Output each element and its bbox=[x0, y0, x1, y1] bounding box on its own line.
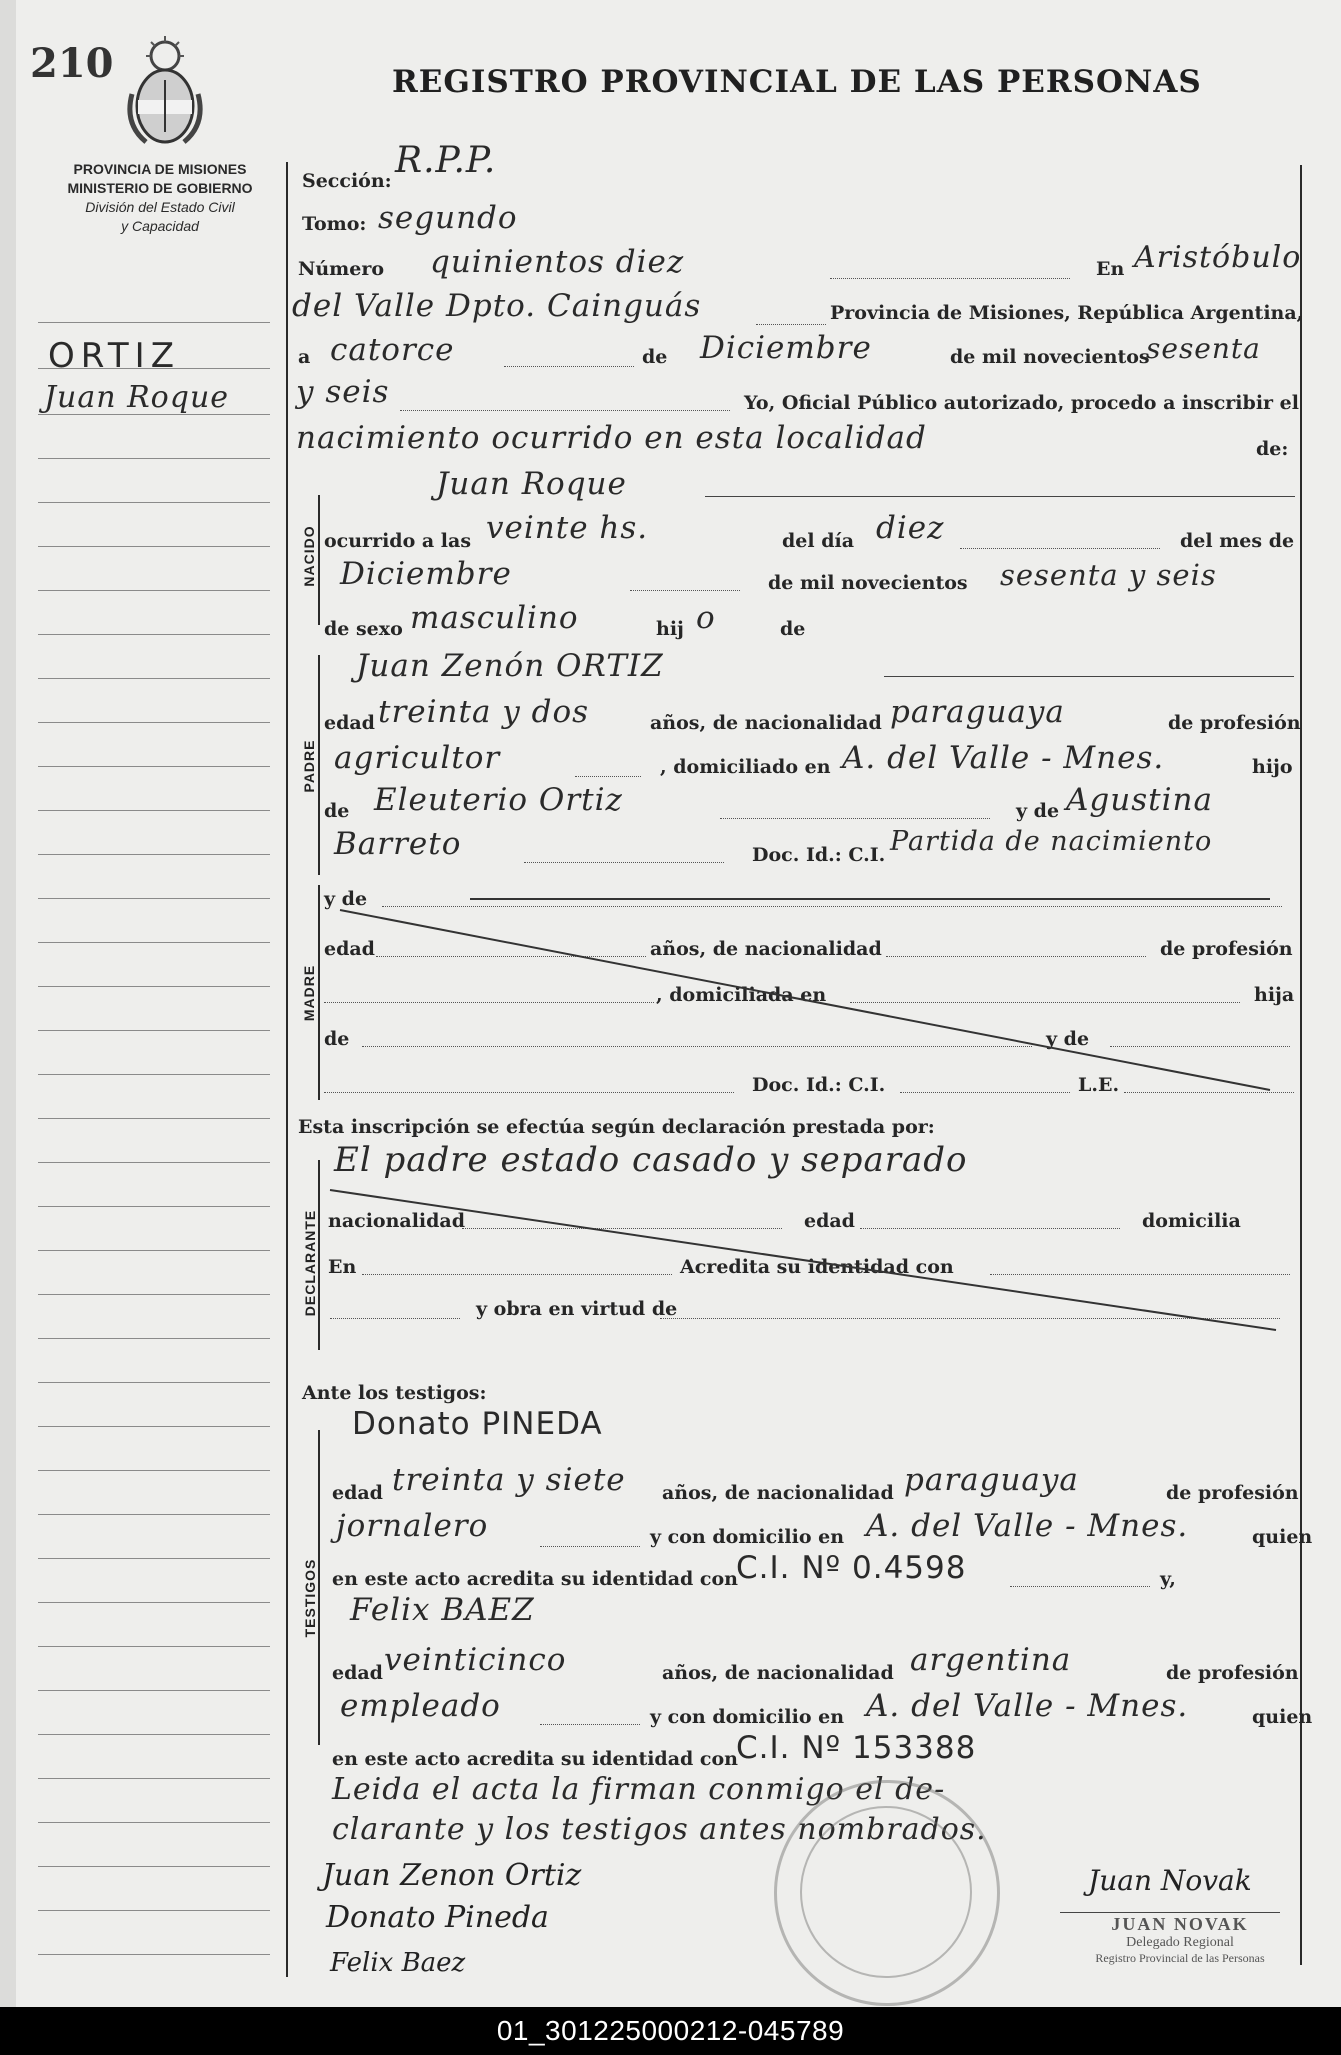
label-acredita: Acredita su identidad con bbox=[680, 1256, 954, 1278]
value-padre-doc: Partida de nacimiento bbox=[890, 826, 1213, 857]
value-tomo: segundo bbox=[378, 200, 518, 236]
value-mes: Diciembre bbox=[700, 330, 872, 366]
document-id-bar bbox=[0, 2007, 1341, 2055]
value-anio: sesenta bbox=[1146, 332, 1261, 365]
label-edad-testigo2: edad bbox=[332, 1662, 383, 1684]
label-quien-t2: quien bbox=[1252, 1706, 1313, 1728]
value-testigo1-domicilio: A. del Valle - Mnes. bbox=[866, 1508, 1189, 1544]
value-anio-nac: sesenta y seis bbox=[1000, 558, 1217, 592]
value-testigo2-profesion: empleado bbox=[340, 1688, 501, 1724]
signature-testigo2: Felix Baez bbox=[330, 1948, 466, 1978]
document-id: 01_301225000212-045789 bbox=[496, 2015, 845, 2046]
label-seccion: Sección: bbox=[302, 170, 392, 192]
value-testigo1-nombre: Donato PINEDA bbox=[352, 1406, 603, 1442]
frame-left-line bbox=[286, 162, 288, 1977]
testigos-bracket bbox=[318, 1430, 320, 1745]
label-y-de-abuela: y de bbox=[1046, 1028, 1090, 1050]
section-label-madre: MADRE bbox=[301, 964, 317, 1022]
value-padre-domicilio: A. del Valle - Mnes. bbox=[842, 740, 1165, 776]
ministry-line: y Capacidad bbox=[121, 218, 199, 234]
declarante-cancel-line bbox=[326, 1180, 1286, 1340]
signature-declarante: Juan Zenon Ortiz bbox=[322, 1858, 582, 1893]
value-padre-madre-apellido: Barreto bbox=[334, 826, 462, 862]
label-en-este-acto-t1: en este acto acredita su identidad con bbox=[332, 1568, 738, 1590]
madre-cancel-line bbox=[330, 900, 1280, 1100]
ministry-line: División del Estado Civil bbox=[85, 199, 235, 215]
closing-line-1: Leida el acta la firman conmigo el de- bbox=[332, 1772, 946, 1807]
label-profesion-padre: de profesión bbox=[1168, 712, 1301, 734]
label-con-domicilio-t2: y con domicilio en bbox=[650, 1706, 845, 1728]
value-numero: quinientos diez bbox=[430, 244, 685, 280]
label-hij: hij bbox=[656, 618, 684, 640]
label-ocurrido: ocurrido a las bbox=[324, 530, 472, 552]
value-padre-madre: Agustina bbox=[1066, 782, 1213, 818]
label-con-domicilio-t1: y con domicilio en bbox=[650, 1526, 845, 1548]
label-anios-nac-madre: años, de nacionalidad bbox=[650, 938, 882, 960]
label-profesion-testigo2: de profesión bbox=[1166, 1662, 1299, 1684]
value-en: Aristóbulo bbox=[1134, 240, 1302, 275]
value-padre-nacionalidad: paraguaya bbox=[890, 694, 1065, 730]
nacido-bracket bbox=[318, 495, 320, 625]
page-title: REGISTRO PROVINCIAL DE LAS PERSONAS bbox=[392, 64, 1202, 100]
margin-given-names: Juan Roque bbox=[44, 380, 230, 415]
label-del-dia: del día bbox=[782, 530, 855, 552]
label-a: a bbox=[298, 346, 311, 368]
value-testigo2-doc: C.I. Nº 153388 bbox=[736, 1730, 977, 1766]
value-dia: catorce bbox=[330, 332, 455, 368]
label-de-abuelo: de bbox=[324, 800, 350, 822]
label-obra: y obra en virtud de bbox=[476, 1298, 678, 1320]
label-anios-nac-testigo2: años, de nacionalidad bbox=[662, 1662, 894, 1684]
value-testigo2-nacionalidad: argentina bbox=[910, 1642, 1072, 1678]
label-en: En bbox=[1096, 258, 1125, 280]
value-mes-nac: Diciembre bbox=[340, 556, 512, 592]
value-testigo1-nacionalidad: paraguaya bbox=[904, 1462, 1079, 1498]
label-esta-inscripcion: Esta inscripción se efectúa según declaración prestada por: bbox=[298, 1116, 935, 1138]
value-seccion: R.P.P. bbox=[395, 140, 497, 181]
value-testigo1-edad: treinta y siete bbox=[392, 1462, 626, 1498]
label-le-madre: L.E. bbox=[1078, 1074, 1120, 1096]
label-edad-declarante: edad bbox=[804, 1210, 855, 1232]
label-doc-id-padre: Doc. Id.: C.I. bbox=[752, 844, 886, 866]
label-edad-padre: edad bbox=[324, 712, 375, 734]
label-numero: Número bbox=[298, 258, 385, 280]
label-de-madre: de bbox=[324, 1028, 350, 1050]
label-edad-madre: edad bbox=[324, 938, 375, 960]
label-nacionalidad: nacionalidad bbox=[328, 1210, 466, 1232]
value-sexo: masculino bbox=[410, 600, 579, 636]
label-hijo: hijo bbox=[1252, 756, 1293, 778]
official-name-stamp bbox=[1060, 1914, 1300, 1966]
section-label-declarante: DECLARANTE bbox=[302, 1209, 318, 1317]
value-hora: veinte hs. bbox=[486, 510, 649, 546]
closing-line-2: clarante y los testigos antes nombrados. bbox=[332, 1812, 987, 1847]
frame-right-line bbox=[1300, 165, 1302, 1965]
official-seal-inner-icon bbox=[800, 1806, 972, 1978]
label-provincia: Provincia de Misiones, República Argentina, bbox=[830, 302, 1304, 324]
label-domicilia: domicilia bbox=[1142, 1210, 1241, 1232]
signature-testigo1: Donato Pineda bbox=[326, 1900, 549, 1935]
label-de: de bbox=[642, 346, 668, 368]
official-title: Delegado Regional bbox=[1126, 1935, 1234, 1950]
page-number: 210 bbox=[30, 40, 114, 87]
ministry-block bbox=[40, 160, 280, 236]
label-anios-nac-padre: años, de nacionalidad bbox=[650, 712, 882, 734]
label-domiciliada: , domiciliada en bbox=[656, 984, 827, 1006]
official-name: JUAN NOVAK bbox=[1111, 1914, 1249, 1934]
section-label-nacido: NACIDO bbox=[301, 525, 317, 587]
value-hecho: nacimiento ocurrido en esta localidad bbox=[296, 420, 927, 456]
label-yo-oficial: Yo, Oficial Público autorizado, procedo a inscribir el bbox=[744, 392, 1299, 414]
signature-oficial: Juan Novak bbox=[1088, 1864, 1252, 1897]
label-de-mil-nov: de mil novecientos bbox=[768, 572, 968, 594]
value-declarante: El padre estado casado y separado bbox=[334, 1140, 968, 1180]
value-testigo2-edad: veinticinco bbox=[384, 1642, 567, 1678]
madre-bracket bbox=[318, 885, 320, 1100]
ministry-line: MINISTERIO DE GOBIERNO bbox=[67, 180, 253, 196]
label-de-mil: de mil novecientos bbox=[950, 346, 1150, 368]
label-doc-id-madre: Doc. Id.: C.I. bbox=[752, 1074, 886, 1096]
value-testigo1-profesion: jornalero bbox=[336, 1508, 489, 1544]
coat-of-arms-icon bbox=[124, 34, 206, 152]
declarante-bracket bbox=[318, 1160, 320, 1350]
value-testigo2-domicilio: A. del Valle - Mnes. bbox=[866, 1688, 1189, 1724]
value-padre-padre: Eleuterio Ortiz bbox=[374, 782, 623, 818]
label-anios-nac-testigo1: años, de nacionalidad bbox=[662, 1482, 894, 1504]
value-anio-cont: y seis bbox=[296, 374, 390, 410]
section-label-testigos: TESTIGOS bbox=[302, 1558, 318, 1638]
label-domiciliado: , domiciliado en bbox=[660, 756, 831, 778]
label-quien-t1: quien bbox=[1252, 1526, 1313, 1548]
label-y-de: y de bbox=[1016, 800, 1060, 822]
value-localidad: del Valle Dpto. Cainguás bbox=[292, 288, 702, 324]
label-ante-testigos: Ante los testigos: bbox=[302, 1382, 487, 1404]
label-en-este-acto-t2: en este acto acredita su identidad con bbox=[332, 1748, 738, 1770]
padre-bracket bbox=[318, 655, 320, 875]
value-dia-nac: diez bbox=[876, 510, 945, 546]
label-tomo: Tomo: bbox=[302, 213, 367, 235]
value-nombre: Juan Roque bbox=[436, 466, 627, 502]
label-y-de-madre: y de bbox=[324, 888, 368, 910]
label-de-colon: de: bbox=[1256, 438, 1289, 460]
label-de-sexo: de sexo bbox=[324, 618, 403, 640]
value-padre-profesion: agricultor bbox=[334, 740, 501, 776]
label-y-comma: y, bbox=[1160, 1568, 1176, 1590]
value-padre-nombre: Juan Zenón ORTIZ bbox=[356, 648, 664, 684]
label-edad-testigo1: edad bbox=[332, 1482, 383, 1504]
label-de-padre: de bbox=[780, 618, 806, 640]
ministry-line: PROVINCIA DE MISIONES bbox=[73, 161, 247, 177]
label-hija: hija bbox=[1254, 984, 1295, 1006]
label-del-mes: del mes de bbox=[1180, 530, 1295, 552]
value-hijo-suffix: o bbox=[696, 600, 716, 636]
label-en-declarante: En bbox=[328, 1256, 357, 1278]
value-padre-edad: treinta y dos bbox=[378, 694, 590, 730]
official-registry: Registro Provincial de las Personas bbox=[1095, 1951, 1265, 1965]
margin-surname: ORTIZ bbox=[48, 336, 180, 376]
value-testigo1-doc: C.I. Nº 0.4598 bbox=[736, 1550, 967, 1586]
section-label-padre: PADRE bbox=[301, 739, 317, 793]
value-testigo2-nombre: Felix BAEZ bbox=[350, 1592, 535, 1628]
label-profesion-testigo1: de profesión bbox=[1166, 1482, 1299, 1504]
label-profesion-madre: de profesión bbox=[1160, 938, 1293, 960]
